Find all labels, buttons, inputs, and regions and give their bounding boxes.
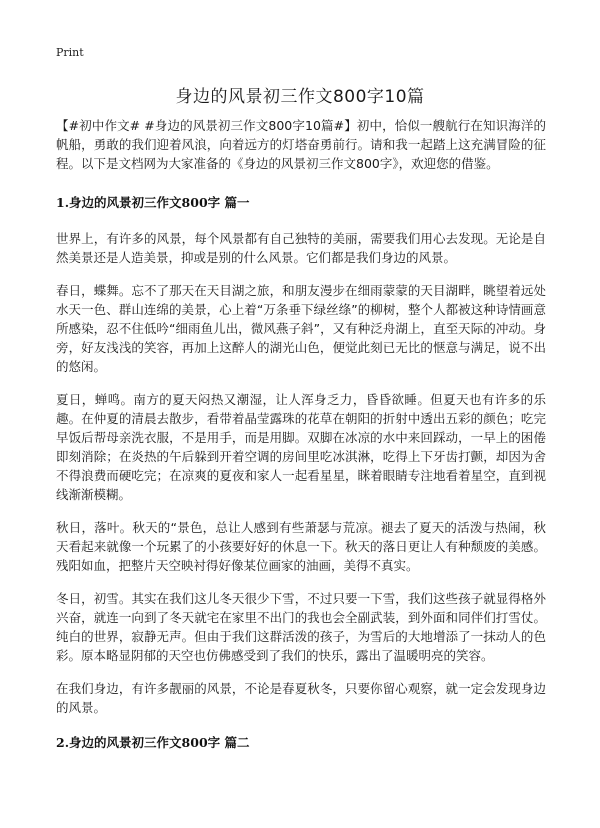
paragraph: 世界上，有许多的风景，每个风景都有自己独特的美丽，需要我们用心去发现。无论是自然美景还是人造美景，抑或是别的什么风景。它们都是我们身边的风景。 bbox=[56, 231, 546, 265]
print-link[interactable]: Print bbox=[56, 46, 84, 59]
page-title: 身边的风景初三作文800字10篇 bbox=[175, 87, 425, 107]
paragraph: 在我们身边，有许多靓丽的风景，不论是春夏秋冬，只要你留心观察，就一定会发现身边的风景。 bbox=[56, 681, 546, 715]
intro-paragraph: 【#初中作文# #身边的风景初三作文800字10篇#】初中，恰似一艘航行在知识海洋的帆船，勇敢的我们迎着风浪，向着远方的灯塔奋勇前行。请和我一起踏上这充满冒险的征程。以下是文档网为大家准备的《身边的风景初三作文800字》，欢迎您的借鉴。 bbox=[56, 118, 546, 171]
paragraph: 秋日，落叶。秋天的“景色，总让人感到有些萧瑟与荒凉。褪去了夏天的活泼与热闹，秋天看起来就像一个玩累了的小孩要好好的休息一下。秋天的落日更让人有种颓废的美感。残阳如血，把整片天空映衬得好像某位画家的油画，美得不真实。 bbox=[56, 520, 546, 573]
paragraph: 春日，蝶舞。忘不了那天在天目湖之旅，和朋友漫步在细雨蒙蒙的天目湖畔，眺望着远处水天一色、群山连绵的美景，心上着“万条垂下绿丝绦”的柳树，整个人都被这种诗情画意所感染，忍不住低吟“细雨鱼儿出，微风燕子斜”，又有种泛舟湖上，直至天际的冲动。身旁，好友浅浅的笑容，再加上这醉人的湖光山色，便觉此刻已无比的惬意与满足，说不出的悠闲。 bbox=[56, 283, 546, 374]
paragraph: 夏日，蝉鸣。南方的夏天闷热又潮湿，让人浑身乏力，昏昏欲睡。但夏天也有许多的乐趣。在仲夏的清晨去散步，看带着晶莹露珠的花草在朝阳的折射中透出五彩的颜色；吃完早饭后帮母亲洗衣服，不是用手，而是用脚。双脚在冰凉的水中来回踩动，一早上的困倦即刻消除；在炎热的午后躲到开着空调的房间里吃冰淇淋，吃得上下牙齿打颤，却因为舍不得浪费而硬吃完；在凉爽的夏夜和家人一起看星星，眯着眼睛专注地看着星空，直到视线渐渐模糊。 bbox=[56, 392, 546, 502]
section-heading-2: 2.身边的风景初三作文800字 篇二 bbox=[56, 735, 250, 750]
paragraph: 冬日，初雪。其实在我们这儿冬天很少下雪，不过只要一下雪，我们这些孩子就显得格外兴奋，就连一向到了冬天就宅在家里不出门的我也会全副武装，到外面和同伴们打雪仗。纯白的世界，寂静无声。但由于我们这群活泼的孩子，为雪后的大地增添了一抹动人的色彩。原本略显阴郁的天空也仿佛感受到了我们的快乐，露出了温暖明亮的笑容。 bbox=[56, 591, 546, 663]
section-heading-1: 1.身边的风景初三作文800字 篇一 bbox=[56, 195, 250, 210]
article-body bbox=[56, 116, 546, 769]
